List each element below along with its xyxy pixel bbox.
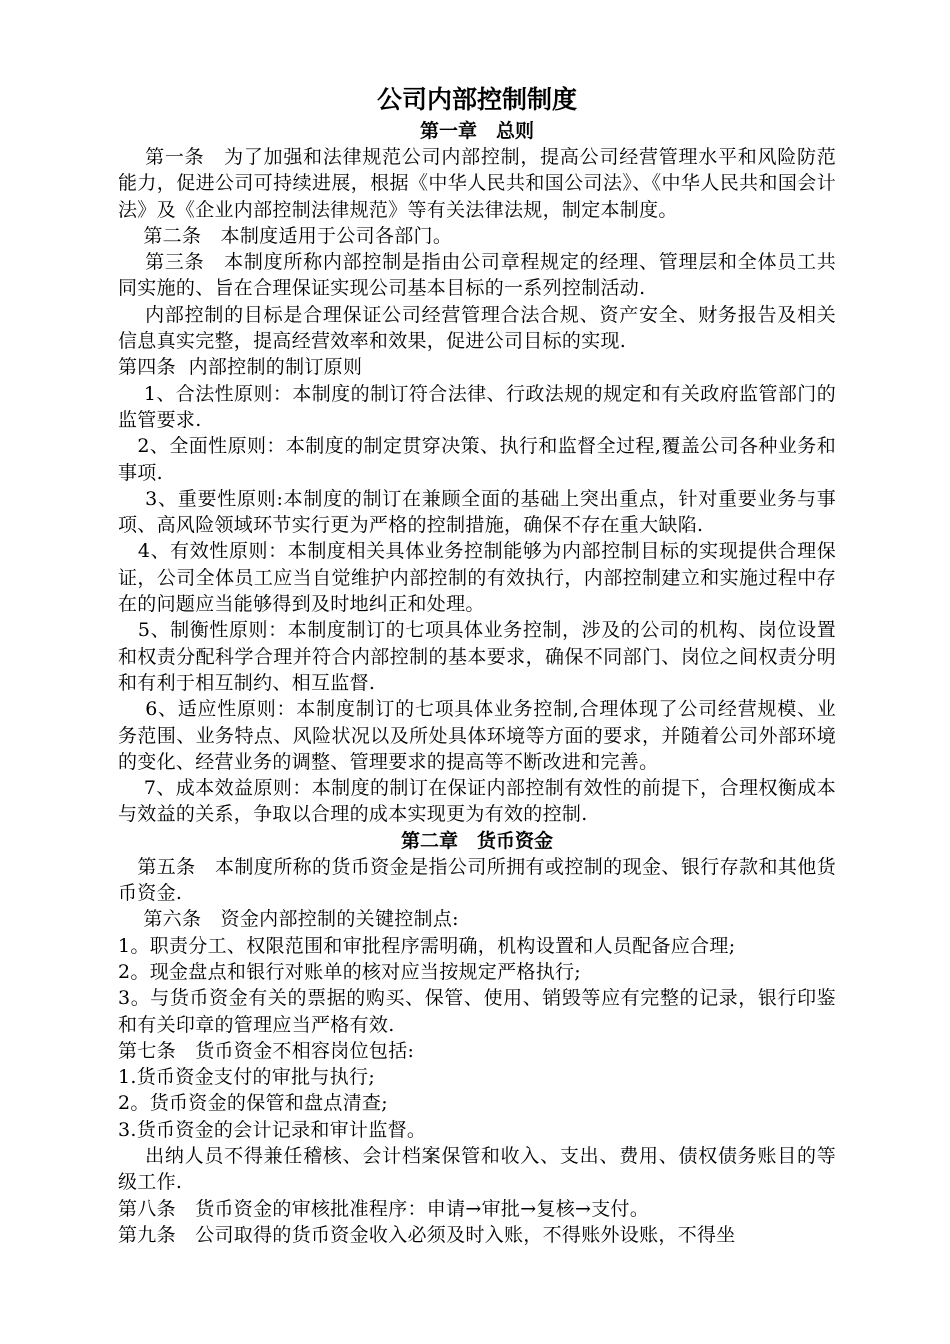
document-page (118, 82, 836, 1248)
list-item: 2。现金盘点和银行对账单的核对应当按规定严格执行; (118, 960, 581, 983)
paragraph: 第九条 公司取得的货币资金收入必须及时入账，不得账外设账，不得坐 (118, 1223, 736, 1246)
paragraph: 1、合法性原则：本制度的制订符合法律、行政法规的规定和有关政府监管部门的监管要求. (118, 382, 837, 431)
paragraph: 2、全面性原则：本制度的制定贯穿决策、执行和监督全过程,覆盖公司各种业务和事项. (118, 435, 836, 484)
paragraph: 第八条 货币资金的审核批准程序：申请→审批→复核→支付。 (118, 1197, 650, 1220)
list-item: 3.货币资金的会计记录和审计监督。 (118, 1118, 427, 1141)
paragraph: 4、有效性原则：本制度相关具体业务控制能够为内部控制目标的实现提供合理保证，公司全体员工应当自觉维护内部控制的有效执行，内部控制建立和实施过程中存在的问题应当能够得到及时地纠正和处理。 (118, 540, 836, 616)
paragraph: 第七条 货币资金不相容岗位包括: (118, 1039, 415, 1062)
list-item: 2。货币资金的保管和盘点清查; (118, 1092, 388, 1115)
paragraph: 3、重要性原则:本制度的制订在兼顾全面的基础上突出重点，针对重要业务与事项、高风险领域环节实行更为严格的控制措施，确保不存在重大缺陷. (118, 487, 836, 537)
paragraph: 出纳人员不得兼任稽核、会计档案保管和收入、支出、费用、债权债务账目的等级工作. (118, 1144, 836, 1194)
paragraph: 第一条 为了加强和法律规范公司内部控制，提高公司经营管理水平和风险防范能力，促进公司可持续进展，根据《中华人民共和国公司法》、《中华人民共和国会计法》及《企业内部控制法律规范》等有关法律法规，制定本制度。 (118, 146, 836, 221)
paragraph: 第三条 本制度所称内部控制是指由公司章程规定的经理、管理层和全体员工共同实施的、旨在合理保证实现公司基本目标的一系列控制活动. (118, 251, 836, 300)
chapter-heading: 第一章 总则 (419, 120, 534, 142)
list-item: 1.货币资金支付的审批与执行; (118, 1066, 376, 1089)
paragraph: 7、成本效益原则：本制度的制订在保证内部控制有效性的前提下，合理权衡成本与效益的关系，争取以合理的成本实现更为有效的控制. (118, 777, 837, 826)
list-item: 1。职责分工、权限范围和审批程序需明确，机构设置和人员配备应合理; (118, 934, 736, 957)
paragraph: 第四条 内部控制的制订原则 (118, 356, 363, 379)
paragraph: 5、制衡性原则：本制度制订的七项具体业务控制，涉及的公司的机构、岗位设置和权责分配科学合理并符合内部控制的基本要求，确保不同部门、岗位之间权责分明和有利于相互制约、相互监督. (118, 619, 836, 694)
paragraph: 第六条 资金内部控制的关键控制点: (118, 908, 459, 931)
document-title: 公司内部控制制度 (376, 85, 577, 114)
list-item: 3。与货币资金有关的票据的购买、保管、使用、销毁等应有完整的记录，银行印鉴和有关印章的管理应当严格有效. (118, 987, 836, 1036)
paragraph: 第二条 本制度适用于公司各部门。 (118, 224, 453, 247)
paragraph: 6、适应性原则：本制度制订的七项具体业务控制,合理体现了公司经营规模、业务范围、业务特点、风险状况以及所处具体环境等方面的要求，并随着公司外部环境的变化、经营业务的调整、管理要求的提高等不断改进和完善。 (118, 698, 837, 773)
chapter-heading: 第二章 货币资金 (400, 829, 553, 852)
paragraph: 内部控制的目标是合理保证公司经营管理合法合规、资产安全、财务报告及相关信息真实完整，提高经营效率和效果，促进公司目标的实现. (118, 303, 836, 353)
paragraph: 第五条 本制度所称的货币资金是指公司所拥有或控制的现金、银行存款和其他货币资金. (118, 855, 836, 905)
